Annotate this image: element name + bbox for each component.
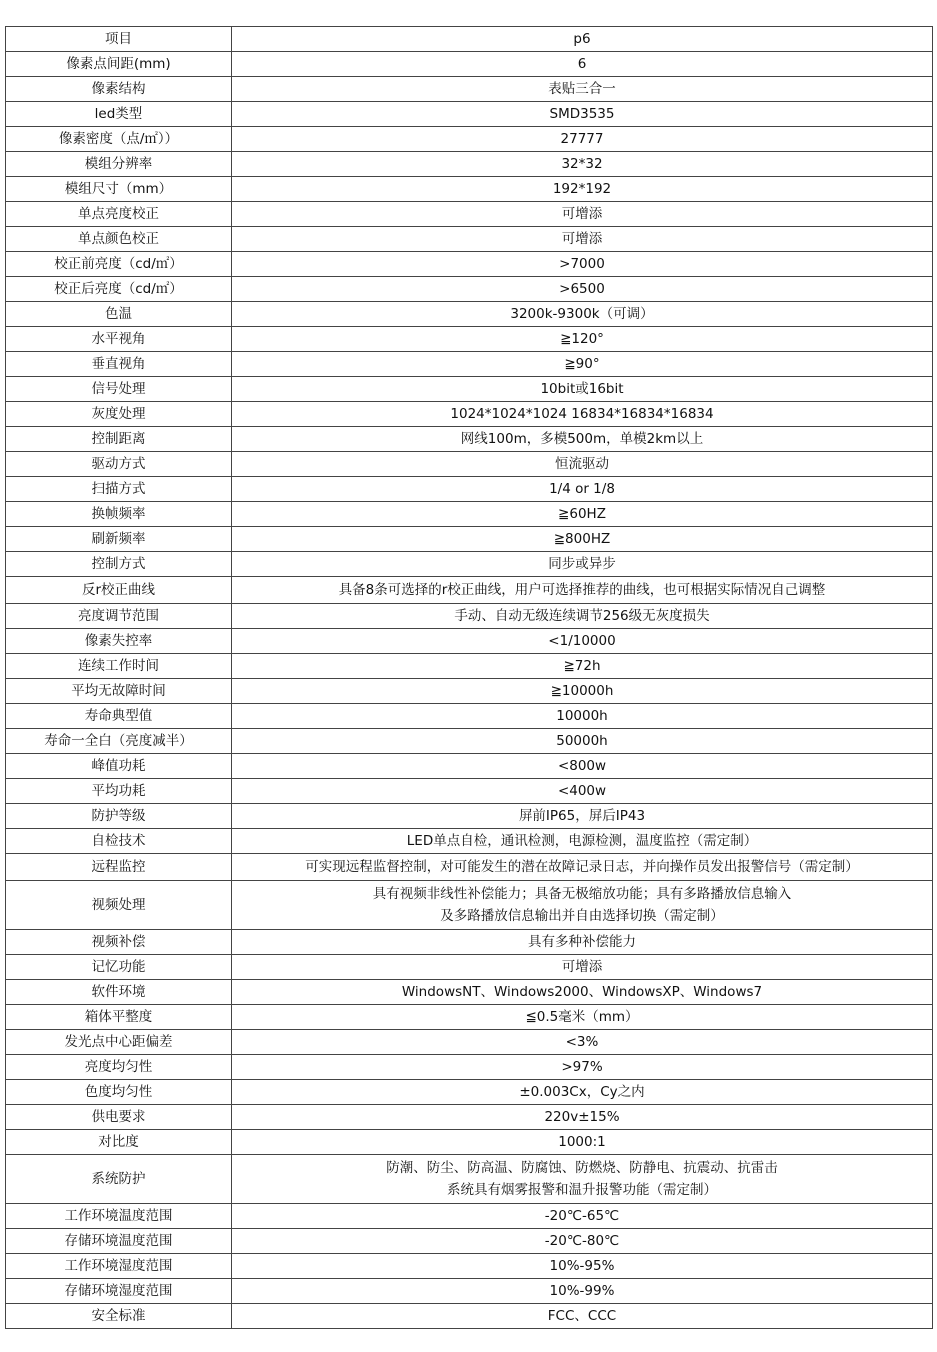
row-label: 信号处理	[6, 377, 232, 402]
table-row	[6, 402, 933, 427]
table-row	[6, 1304, 933, 1329]
row-label: 像素结构	[6, 77, 232, 102]
row-value: 10bit或16bit	[232, 377, 933, 402]
table-row	[6, 202, 933, 227]
table-row	[6, 1055, 933, 1080]
row-value: 具备8条可选择的r校正曲线，用户可选择推荐的曲线，也可根据实际情况自己调整	[232, 577, 933, 604]
table-row	[6, 654, 933, 679]
row-value-line: 及多路播放信息输出并自由选择切换（需定制）	[440, 908, 724, 924]
row-value: 表贴三合一	[232, 77, 933, 102]
table-row	[6, 352, 933, 377]
row-value: ≧120°	[232, 327, 933, 352]
table-row	[6, 527, 933, 552]
row-value: ≧10000h	[232, 679, 933, 704]
row-label: 灰度处理	[6, 402, 232, 427]
row-label: 像素失控率	[6, 629, 232, 654]
row-label: 软件环境	[6, 980, 232, 1005]
row-value: 手动、自动无级连续调节256级无灰度损失	[232, 604, 933, 629]
row-value: <3%	[232, 1030, 933, 1055]
table-row	[6, 1279, 933, 1304]
row-value: ≧800HZ	[232, 527, 933, 552]
row-value: ≧60HZ	[232, 502, 933, 527]
row-value: ±0.003Cx，Cy之内	[232, 1080, 933, 1105]
row-value: SMD3535	[232, 102, 933, 127]
row-value: <800w	[232, 754, 933, 779]
row-value-line: 具有视频非线性补偿能力；具备无极缩放功能；具有多路播放信息输入	[372, 886, 792, 902]
row-value: 1000:1	[232, 1130, 933, 1155]
row-label: 存储环境温度范围	[6, 1229, 232, 1254]
table-row	[6, 152, 933, 177]
row-label: 工作环境湿度范围	[6, 1254, 232, 1279]
row-label: 对比度	[6, 1130, 232, 1155]
row-value: <400w	[232, 779, 933, 804]
row-value: <1/10000	[232, 629, 933, 654]
table-row	[6, 27, 933, 52]
row-label: 视频补偿	[6, 930, 232, 955]
row-label: 防护等级	[6, 804, 232, 829]
row-value: >7000	[232, 252, 933, 277]
row-value: 6	[232, 52, 933, 77]
row-value: ≦0.5毫米（mm）	[232, 1005, 933, 1030]
row-value: >97%	[232, 1055, 933, 1080]
row-label: 安全标准	[6, 1304, 232, 1329]
table-row	[6, 102, 933, 127]
row-value: 1/4 or 1/8	[232, 477, 933, 502]
row-value: 10%-95%	[232, 1254, 933, 1279]
row-value: p6	[232, 27, 933, 52]
table-row	[6, 127, 933, 152]
row-value: 可增添	[232, 227, 933, 252]
row-value: 10000h	[232, 704, 933, 729]
row-label: 像素点间距(mm)	[6, 52, 232, 77]
table-row	[6, 704, 933, 729]
table-row	[6, 1229, 933, 1254]
row-value: 192*192	[232, 177, 933, 202]
row-label: 模组分辨率	[6, 152, 232, 177]
row-value: 27777	[232, 127, 933, 152]
table-row	[6, 552, 933, 577]
row-label: 水平视角	[6, 327, 232, 352]
table-row	[6, 477, 933, 502]
row-value	[232, 881, 933, 930]
row-label: 远程监控	[6, 854, 232, 881]
table-row	[6, 679, 933, 704]
row-value: LED单点自检，通讯检测，电源检测，温度监控（需定制）	[232, 829, 933, 854]
row-value	[232, 1155, 933, 1204]
row-value: -20℃-65℃	[232, 1204, 933, 1229]
row-label: 自检技术	[6, 829, 232, 854]
row-value: 可增添	[232, 955, 933, 980]
row-value-line: 系统具有烟雾报警和温升报警功能（需定制）	[447, 1182, 717, 1198]
table-row	[6, 729, 933, 754]
table-row	[6, 930, 933, 955]
table-row	[6, 754, 933, 779]
row-value: -20℃-80℃	[232, 1229, 933, 1254]
row-label: 亮度调节范围	[6, 604, 232, 629]
row-value: 具有多种补偿能力	[232, 930, 933, 955]
row-label: 反r校正曲线	[6, 577, 232, 604]
row-value: 网线100m，多模500m，单模2km以上	[232, 427, 933, 452]
table-row	[6, 1080, 933, 1105]
row-label: 系统防护	[6, 1155, 232, 1204]
row-label: 垂直视角	[6, 352, 232, 377]
table-row	[6, 829, 933, 854]
row-value: FCC、CCC	[232, 1304, 933, 1329]
table-row	[6, 177, 933, 202]
row-label: 像素密度（点/㎡））	[6, 127, 232, 152]
table-row	[6, 881, 933, 930]
table-row	[6, 1254, 933, 1279]
row-label: 换帧频率	[6, 502, 232, 527]
table-row	[6, 277, 933, 302]
row-label: 寿命典型值	[6, 704, 232, 729]
row-value: 屏前IP65，屏后IP43	[232, 804, 933, 829]
row-label: 存储环境湿度范围	[6, 1279, 232, 1304]
row-value: 220v±15%	[232, 1105, 933, 1130]
table-row	[6, 1130, 933, 1155]
table-row	[6, 52, 933, 77]
row-label: 记忆功能	[6, 955, 232, 980]
table-row	[6, 955, 933, 980]
row-value: 可增添	[232, 202, 933, 227]
row-label: 项目	[6, 27, 232, 52]
table-row	[6, 427, 933, 452]
row-value: 可实现远程监督控制，对可能发生的潜在故障记录日志，并向操作员发出报警信号（需定制）	[232, 854, 933, 881]
row-value: 32*32	[232, 152, 933, 177]
row-label: 扫描方式	[6, 477, 232, 502]
table-row	[6, 1005, 933, 1030]
table-row	[6, 227, 933, 252]
table-row	[6, 1155, 933, 1204]
row-value: ≧72h	[232, 654, 933, 679]
table-row	[6, 302, 933, 327]
row-label: 平均无故障时间	[6, 679, 232, 704]
row-label: 模组尺寸（mm）	[6, 177, 232, 202]
row-label: 供电要求	[6, 1105, 232, 1130]
table-row	[6, 1105, 933, 1130]
row-label: 工作环境温度范围	[6, 1204, 232, 1229]
table-row	[6, 804, 933, 829]
row-value: 50000h	[232, 729, 933, 754]
row-value: 恒流驱动	[232, 452, 933, 477]
row-label: 箱体平整度	[6, 1005, 232, 1030]
row-label: 发光点中心距偏差	[6, 1030, 232, 1055]
row-label: 色度均匀性	[6, 1080, 232, 1105]
row-label: 平均功耗	[6, 779, 232, 804]
table-row	[6, 779, 933, 804]
table-row	[6, 1204, 933, 1229]
table-row	[6, 452, 933, 477]
row-label: 色温	[6, 302, 232, 327]
row-value: >6500	[232, 277, 933, 302]
row-label: 单点亮度校正	[6, 202, 232, 227]
table-row	[6, 854, 933, 881]
table-row	[6, 502, 933, 527]
row-value: WindowsNT、Windows2000、WindowsXP、Windows7	[232, 980, 933, 1005]
table-row	[6, 327, 933, 352]
row-value: 1024*1024*1024 16834*16834*16834	[232, 402, 933, 427]
row-label: led类型	[6, 102, 232, 127]
spec-table	[5, 26, 933, 1329]
table-row	[6, 1030, 933, 1055]
row-value-line: 防潮、防尘、防高温、防腐蚀、防燃烧、防静电、抗震动、抗雷击	[386, 1160, 778, 1176]
table-row	[6, 252, 933, 277]
row-label: 控制方式	[6, 552, 232, 577]
row-value: 10%-99%	[232, 1279, 933, 1304]
table-row	[6, 604, 933, 629]
row-label: 校正前亮度（cd/㎡）	[6, 252, 232, 277]
row-label: 校正后亮度（cd/㎡）	[6, 277, 232, 302]
row-value: ≧90°	[232, 352, 933, 377]
row-label: 峰值功耗	[6, 754, 232, 779]
table-row	[6, 377, 933, 402]
table-row	[6, 577, 933, 604]
row-value: 同步或异步	[232, 552, 933, 577]
table-row	[6, 77, 933, 102]
table-row	[6, 629, 933, 654]
row-label: 刷新频率	[6, 527, 232, 552]
row-value: 3200k-9300k（可调）	[232, 302, 933, 327]
row-label: 视频处理	[6, 881, 232, 930]
row-label: 亮度均匀性	[6, 1055, 232, 1080]
spec-table-body	[6, 27, 933, 1329]
row-label: 驱动方式	[6, 452, 232, 477]
row-label: 寿命一全白（亮度减半）	[6, 729, 232, 754]
spec-sheet	[5, 26, 932, 1329]
row-label: 连续工作时间	[6, 654, 232, 679]
row-label: 控制距离	[6, 427, 232, 452]
row-label: 单点颜色校正	[6, 227, 232, 252]
table-row	[6, 980, 933, 1005]
